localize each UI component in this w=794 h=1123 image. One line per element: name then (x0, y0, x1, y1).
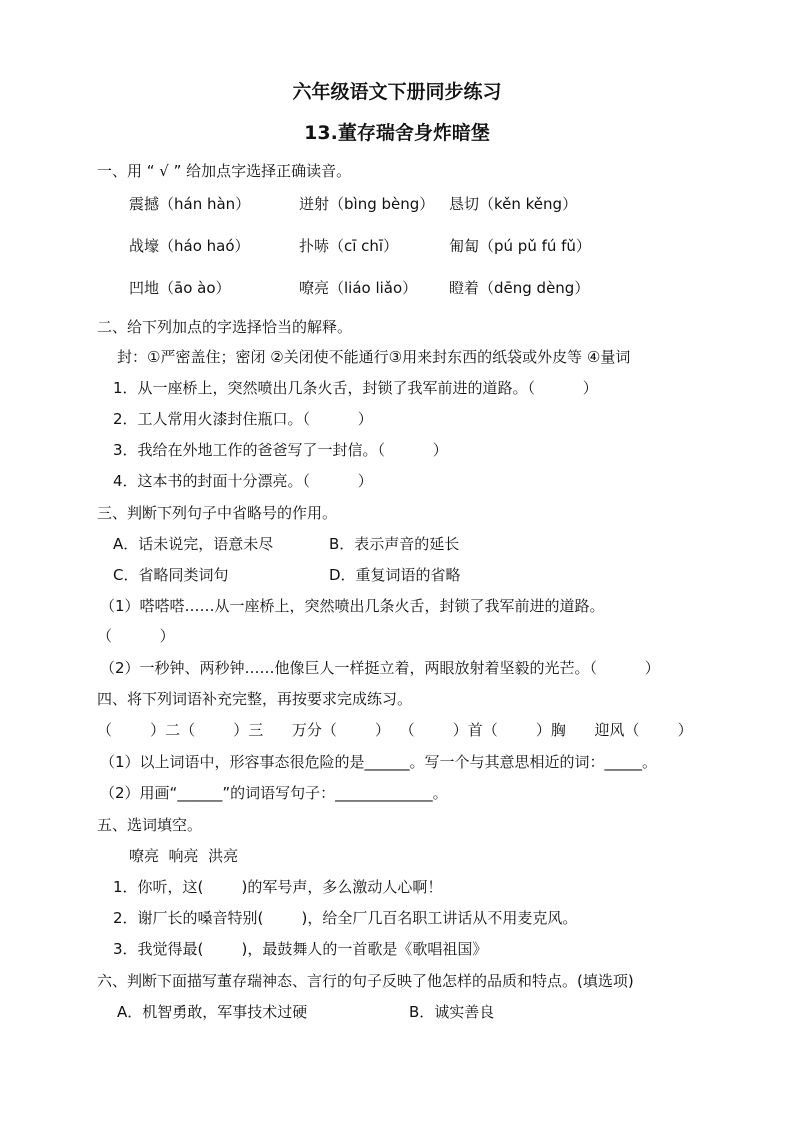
option-a: A．话未说完，语意未尽 (113, 535, 274, 553)
question-item: （1）嗒嗒嗒……从一座桥上，突然喷出几条火舌，封锁了我军前进的道路。 (100, 597, 605, 615)
pinyin-item: 战壕（háo haó） (129, 237, 250, 255)
section-2-heading: 二、给下列加点的字选择恰当的解释。 (97, 318, 353, 336)
option-b: B．诚实善良 (409, 1003, 495, 1021)
question-item: （2）一秒钟、两秒钟……他像巨人一样挺立着，两眼放射着坚毅的光芒。（ ） (100, 659, 660, 677)
option-b: B．表示声音的延长 (329, 535, 460, 553)
question-item: 3．我觉得最( )，最鼓舞人的一首歌是《歌唱祖国》 (113, 940, 488, 958)
page-title: 六年级语文下册同步练习 (292, 81, 502, 103)
question-item: 2．工人常用火漆封住瓶口。（ ） (113, 410, 373, 428)
section-4-heading: 四、将下列词语补充完整，再按要求完成练习。 (97, 690, 413, 708)
question-item: （2）用画“______”的词语写句子：_____________。 (100, 784, 448, 802)
definition-line: 封：①严密盖住；密闭 ②关闭使不能通行③用来封东西的纸袋或外皮等 ④量词 (117, 348, 631, 366)
section-5-heading: 五、选词填空。 (97, 816, 203, 834)
question-item: 1．从一座桥上，突然喷出几条火舌，封锁了我军前进的道路。（ ） (113, 379, 598, 397)
pinyin-item: 扑哧（cī chī） (299, 237, 399, 255)
lesson-title: 13.董存瑞舍身炸暗堡 (304, 122, 490, 144)
section-3-heading: 三、判断下列句子中省略号的作用。 (97, 504, 338, 522)
pinyin-item: 恳切（kěn kěng） (449, 195, 578, 213)
option-a: A．机智勇敢，军事技术过硬 (117, 1003, 308, 1021)
pinyin-item: 凹地（āo ào） (129, 279, 231, 297)
option-d: D．重复词语的省略 (329, 566, 461, 584)
pinyin-item: 震撼（hán hàn） (129, 195, 251, 213)
pinyin-item: 匍匐（pú pǔ fú fǔ） (449, 237, 591, 255)
pinyin-item: 嘹亮（liáo liǎo） (299, 279, 418, 297)
pinyin-item: 瞪着（dēng dèng） (449, 279, 590, 297)
word-choices: 嘹亮 响亮 洪亮 (129, 847, 239, 865)
word-fill-line: （ ）二（ ）三 万分（ ） （ ）首（ ）胸 迎风（ ） (97, 721, 693, 739)
option-c: C．省略同类词句 (113, 566, 229, 584)
question-item: 3．我给在外地工作的爸爸写了一封信。（ ） (113, 441, 448, 459)
question-item: 2．谢厂长的嗓音特别( )，给全厂几百名职工讲话从不用麦克风。 (113, 909, 578, 927)
question-item: （1）以上词语中，形容事态很危险的是______。写一个与其意思相近的词：_____。 (100, 753, 658, 771)
answer-blank: （ ） (97, 627, 175, 645)
section-1-heading: 一、用 “ √ ” 给加点字选择正确读音。 (97, 162, 352, 180)
question-item: 4．这本书的封面十分漂亮。（ ） (113, 472, 373, 490)
pinyin-item: 迸射（bìng bèng） (299, 195, 435, 213)
question-item: 1．你听，这( )的军号声，多么激动人心啊！ (113, 878, 443, 896)
section-6-heading: 六、判断下面描写董存瑞神态、言行的句子反映了他怎样的品质和特点。(填选项) (97, 972, 634, 990)
